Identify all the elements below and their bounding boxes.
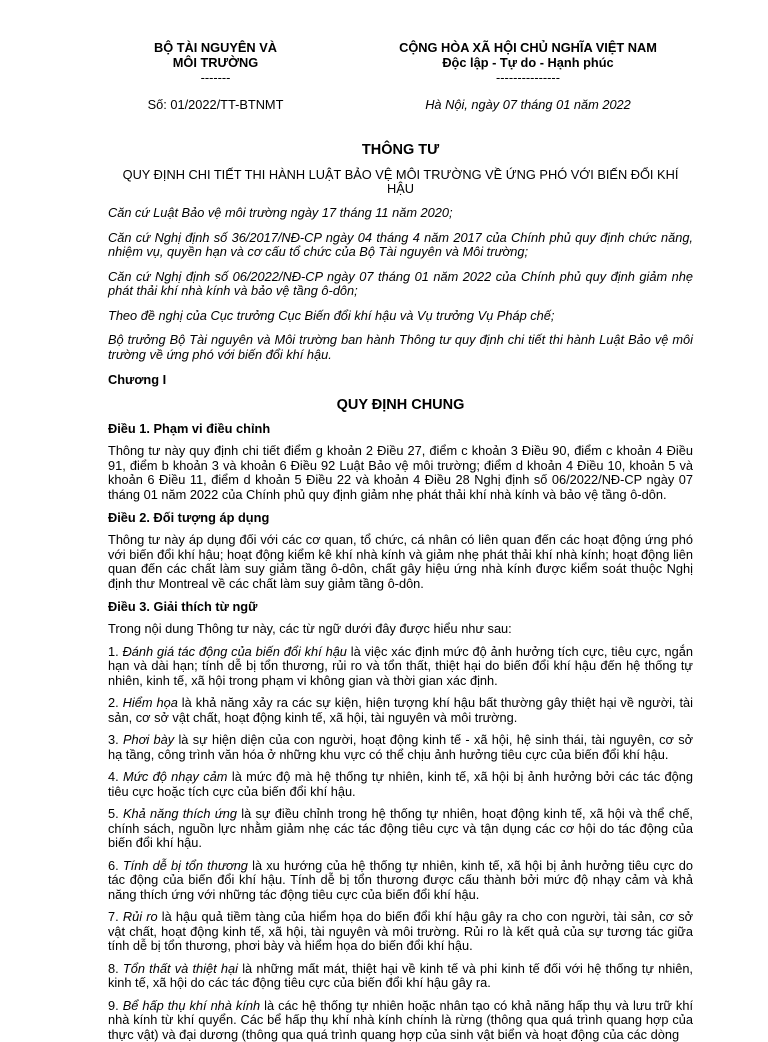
definition-term: Đánh giá tác động của biến đổi khí hậu (123, 644, 347, 659)
legal-basis-1: Căn cứ Luật Bảo vệ môi trường ngày 17 tháng 11 năm 2020; (108, 206, 693, 221)
agency-line-2: MÔI TRƯỜNG (108, 55, 323, 70)
article-3-title: Điều 3. Giải thích từ ngữ (108, 599, 693, 614)
legal-basis-4: Theo đề nghị của Cục trưởng Cục Biến đổi khí hậu và Vụ trưởng Vụ Pháp chế; (108, 309, 693, 324)
definition-text: là xu hướng của hệ thống tự nhiên, kinh tế, xã hội bị ảnh hưởng tiêu cực do tác động của biến đổi khí hậu. Tính dễ bị tổn thương được cấu thành bởi mức độ nhạy cảm và khả năng thích ứng với những tác động tiêu cực của biến đổi khí hậu. (108, 858, 693, 902)
article-1-text: Thông tư này quy định chi tiết điểm g khoản 2 Điều 27, điểm c khoản 3 Điều 90, điểm c khoản 4 Điều 91, điểm b khoản 3 và khoản 6 Điều 92 Luật Bảo vệ môi trường; điểm d khoản 4 Điều 10, khoản 5 và khoản 6 Điều 11, điểm d khoản 5 Điều 22 và khoản 4 Điều 28 Nghị định số 06/2022/NĐ-CP ngày 07 tháng 01 năm 2022 của Chính phủ quy định giảm nhẹ phát thải khí nhà kính và bảo vệ tầng ô-dôn. (108, 444, 693, 502)
definition-number: 5. (108, 806, 123, 821)
article-2-title: Điều 2. Đối tượng áp dụng (108, 510, 693, 525)
document-header (108, 40, 693, 85)
agency-line-1: BỘ TÀI NGUYÊN VÀ (108, 40, 323, 55)
definition-number: 8. (108, 961, 123, 976)
definition-text: là sự hiện diện của con người, hoạt động kinh tế - xã hội, hệ sinh thái, tài nguyên, cơ sở hạ tầng, công trình văn hóa ở những khu vực có thể chịu ảnh hưởng tiêu cực của biến đổi khí hậu. (108, 732, 693, 762)
national-motto (363, 40, 693, 85)
definition-text: là những mất mát, thiệt hại về kinh tế và phi kinh tế đối với hệ thống tự nhiên, kinh tế, xã hội do các tác động tiêu cực của biến đổi khí hậu gây ra. (108, 961, 693, 991)
definition-number: 3. (108, 732, 123, 747)
definition-text: là việc xác định mức độ ảnh hưởng tích cực, tiêu cực, ngắn hạn và dài hạn; tính dễ bị tổn thương, rủi ro và tổn thất, thiệt hại do biến đổi khí hậu đến hệ thống tự nhiên, kinh tế, xã hội trong phạm vi không gian và thời gian xác định. (108, 644, 693, 688)
definition-item (108, 962, 693, 991)
issuing-agency (108, 40, 323, 85)
definition-item (108, 733, 693, 762)
agency-rule: ------- (108, 70, 323, 85)
definition-term: Tổn thất và thiệt hại (123, 961, 238, 976)
definition-item (108, 770, 693, 799)
place-date: Hà Nội, ngày 07 tháng 01 năm 2022 (363, 97, 693, 112)
article-3-intro: Trong nội dung Thông tư này, các từ ngữ dưới đây được hiểu như sau: (108, 622, 693, 637)
chapter-label: Chương I (108, 372, 693, 387)
legal-basis-2: Căn cứ Nghị định số 36/2017/NĐ-CP ngày 04 tháng 4 năm 2017 của Chính phủ quy định chức năng, nhiệm vụ, quyền hạn và cơ cấu tổ chức của Bộ Tài nguyên và Môi trường; (108, 231, 693, 260)
definition-number: 6. (108, 858, 123, 873)
definition-text: là khả năng xảy ra các sự kiện, hiện tượng khí hậu bất thường gây thiệt hại về người, tài sản, cơ sở vật chất, hoạt động kinh tế, xã hội, tài nguyên và môi trường. (108, 695, 693, 725)
definition-item (108, 696, 693, 725)
definition-number: 9. (108, 998, 123, 1013)
definition-item (108, 645, 693, 689)
definition-number: 7. (108, 909, 123, 924)
article-1-title: Điều 1. Phạm vi điều chỉnh (108, 421, 693, 436)
definition-text: là sự điều chỉnh trong hệ thống tự nhiên, hoạt động kinh tế, xã hội và thể chế, chính sách, nguồn lực nhằm giảm nhẹ các tác động tiêu cực và tận dụng các cơ hội do tác động của biến đổi khí hậu. (108, 806, 693, 850)
definition-term: Mức độ nhạy cảm (123, 769, 227, 784)
legal-basis-5: Bộ trưởng Bộ Tài nguyên và Môi trường ban hành Thông tư quy định chi tiết thi hành Luật Bảo vệ môi trường về ứng phó với biến đổi khí hậu. (108, 333, 693, 362)
definition-text: là các hệ thống tự nhiên hoặc nhân tạo có khả năng hấp thụ và lưu trữ khí nhà kính từ khí quyển. Các bể hấp thụ khí nhà kính chính là rừng (thông qua quá trình quang hợp của thực vật) và đại dương (thông qua quá trình quang hợp của sinh vật biển và hoạt động của các dòng (108, 998, 693, 1042)
definition-term: Phơi bày (123, 732, 174, 747)
definition-term: Tính dễ bị tổn thương (123, 858, 248, 873)
definition-text: là hậu quả tiềm tàng của hiểm họa do biến đổi khí hậu gây ra cho con người, tài sản, cơ sở vật chất, hoạt động kinh tế, xã hội, tài nguyên và môi trường. Rủi ro là kết quả của sự tương tác giữa tính dễ bị tổn thương, phơi bày và hiểm họa do biến đổi khí hậu. (108, 909, 693, 953)
nation-line-1: CỘNG HÒA XÃ HỘI CHỦ NGHĨA VIỆT NAM (363, 40, 693, 55)
document-number: Số: 01/2022/TT-BTNMT (108, 97, 323, 112)
definition-item (108, 999, 693, 1042)
document-meta (108, 97, 693, 112)
nation-rule: --------------- (363, 70, 693, 85)
definition-number: 4. (108, 769, 123, 784)
definition-text: là mức độ mà hệ thống tự nhiên, kinh tế, xã hội bị ảnh hưởng bởi các tác động tiêu cực hoặc tích cực của biến đổi khí hậu. (108, 769, 693, 799)
definition-term: Bể hấp thụ khí nhà kính (123, 998, 260, 1013)
document-type: THÔNG TƯ (108, 142, 693, 158)
document-page (108, 40, 693, 1042)
definition-item (108, 859, 693, 903)
definition-term: Rủi ro (123, 909, 158, 924)
definition-item (108, 910, 693, 954)
nation-line-2: Độc lập - Tự do - Hạnh phúc (363, 55, 693, 70)
document-title: QUY ĐỊNH CHI TIẾT THI HÀNH LUẬT BẢO VỆ MÔI TRƯỜNG VỀ ỨNG PHÓ VỚI BIẾN ĐỔI KHÍ HẬU (108, 168, 693, 196)
definition-number: 1. (108, 644, 123, 659)
legal-basis-3: Căn cứ Nghị định số 06/2022/NĐ-CP ngày 07 tháng 01 năm 2022 của Chính phủ quy định giảm nhẹ phát thải khí nhà kính và bảo vệ tầng ô-dôn; (108, 270, 693, 299)
article-2-text: Thông tư này áp dụng đối với các cơ quan, tổ chức, cá nhân có liên quan đến các hoạt động ứng phó với biến đổi khí hậu; hoạt động kiểm kê khí nhà kính và giảm nhẹ phát thải khí nhà kính; hoạt động liên quan đến các chất làm suy giảm tầng ô-dôn, chất gây hiệu ứng nhà kính được kiểm soát thuộc Nghị định thư Montreal về các chất làm suy giảm tầng ô-dôn. (108, 533, 693, 591)
definition-item (108, 807, 693, 851)
chapter-title: QUY ĐỊNH CHUNG (108, 397, 693, 413)
definition-term: Hiểm họa (123, 695, 178, 710)
definition-term: Khả năng thích ứng (123, 806, 237, 821)
definition-number: 2. (108, 695, 123, 710)
